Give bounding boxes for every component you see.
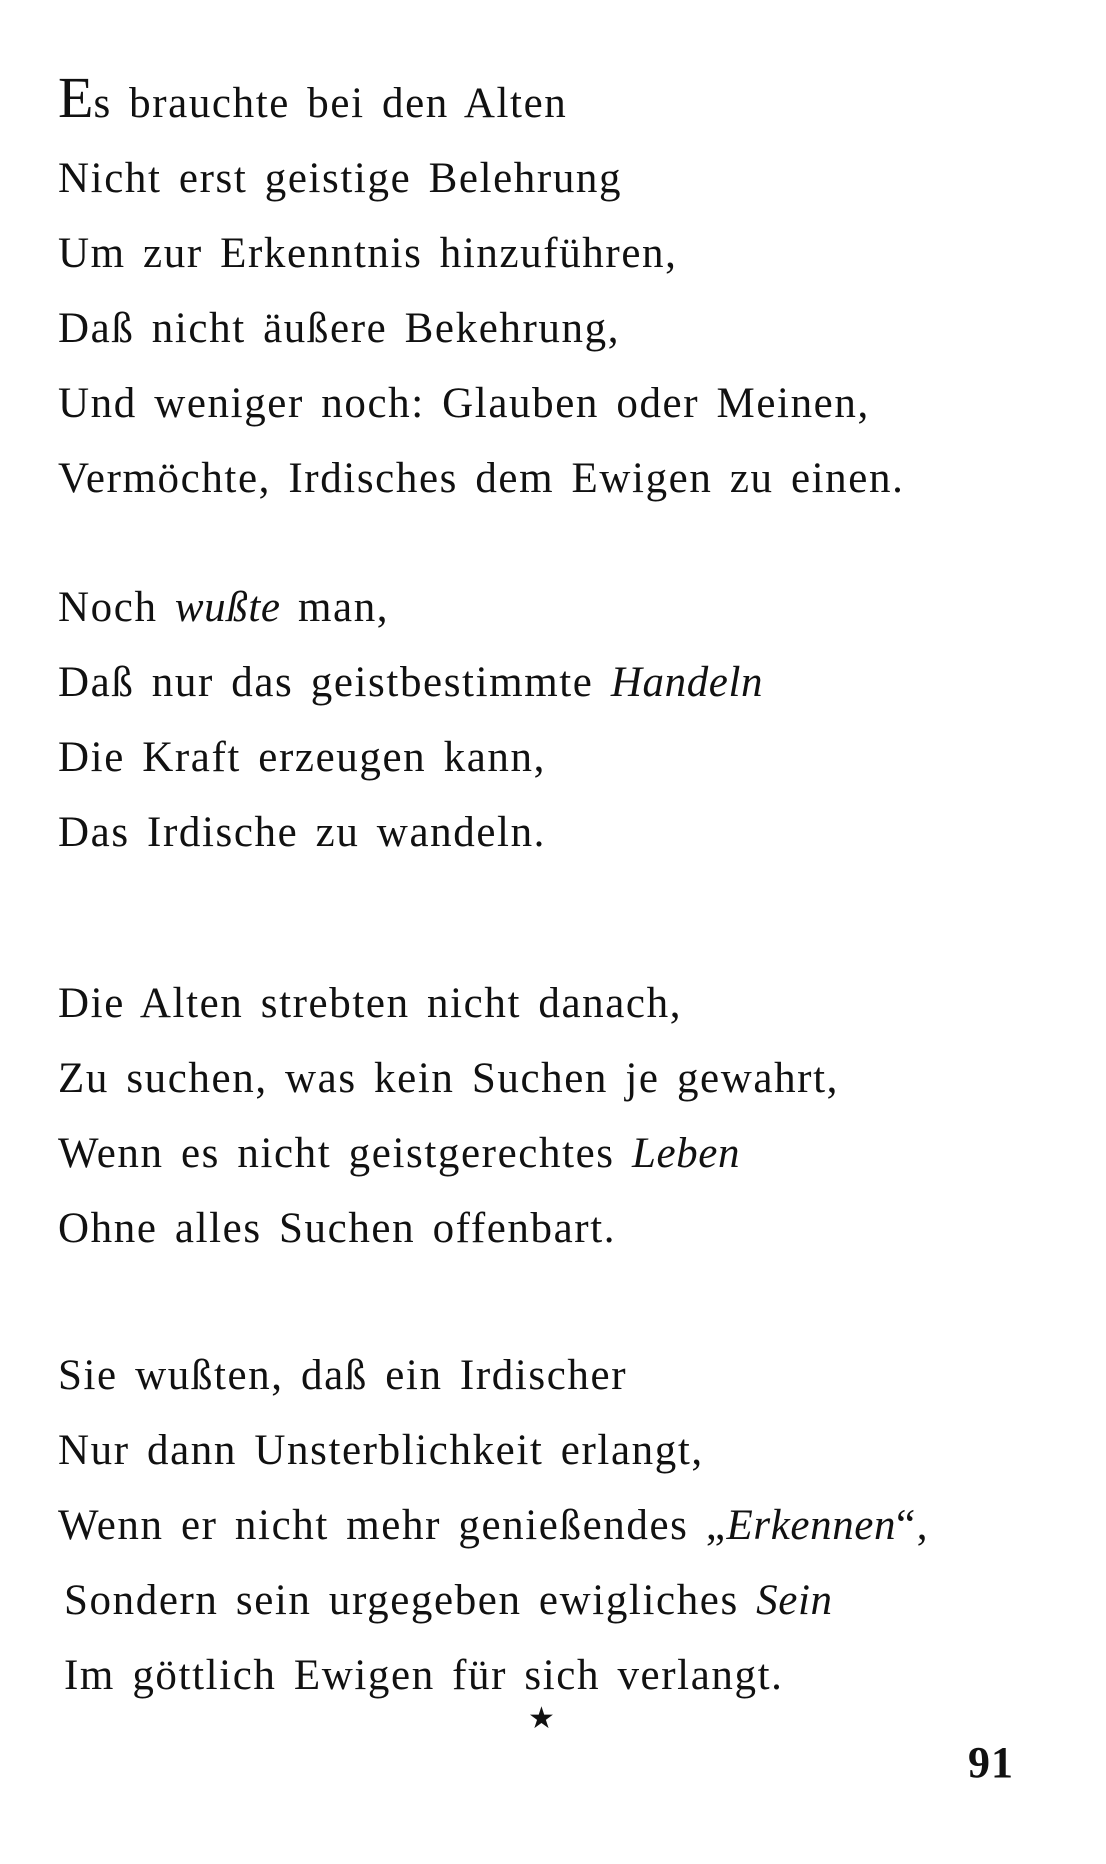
poem-line: Die Alten strebten nicht danach,	[58, 980, 683, 1027]
poem-line	[58, 1488, 929, 1563]
line-text: “,	[896, 1502, 930, 1549]
line-text: Noch	[58, 584, 175, 631]
italic-emphasis: wußte	[174, 584, 281, 631]
poem-line: Zu suchen, was kein Suchen je gewahrt,	[58, 1055, 839, 1102]
line-text: Daß nur das geistbestimmte	[58, 659, 611, 706]
stanza-4	[58, 1338, 929, 1713]
line-text: Sondern sein urgegeben ewigliches	[64, 1577, 757, 1624]
poem-line: Vermöchte, Irdisches dem Ewigen zu einen.	[58, 455, 905, 502]
stanza-3	[58, 966, 839, 1266]
poem-line: Das Irdische zu wandeln.	[58, 809, 547, 856]
poem-line: Daß nicht äußere Bekehrung,	[58, 305, 621, 352]
poem-line: Ohne alles Suchen offenbart.	[58, 1205, 617, 1252]
poem-line: Sie wußten, daß ein Irdischer	[58, 1352, 628, 1399]
italic-emphasis: Handeln	[610, 659, 764, 706]
star-ornament-icon: ★	[528, 1701, 555, 1736]
stanza-1	[58, 60, 904, 516]
page-number: 91	[968, 1738, 1014, 1787]
stanza-2	[58, 570, 763, 870]
poem-line	[58, 645, 763, 720]
poem-line: Nicht erst geistige Belehrung	[58, 155, 623, 202]
italic-emphasis: Erkennen	[726, 1502, 897, 1549]
italic-emphasis: Leben	[631, 1130, 741, 1177]
line-text: Wenn er nicht mehr genießendes „	[58, 1502, 727, 1549]
italic-emphasis: Sein	[756, 1577, 833, 1624]
line-text: s brauchte bei den Alten	[93, 80, 568, 127]
poem-line	[58, 1116, 839, 1191]
poem-line: Um zur Erkenntnis hinzuführen,	[58, 230, 678, 277]
drop-cap: E	[58, 65, 94, 130]
poem-line: Nur dann Unsterblichkeit erlangt,	[58, 1427, 704, 1474]
poem-line	[58, 1563, 929, 1638]
line-text: man,	[280, 584, 390, 631]
poem-line	[58, 570, 763, 645]
poem-line	[58, 60, 904, 141]
poem-line: Die Kraft erzeugen kann,	[58, 734, 546, 781]
poem-line: Im göttlich Ewigen für sich verlangt.	[64, 1652, 784, 1699]
line-text: Wenn es nicht geistgerechtes	[58, 1130, 632, 1177]
poem-line: Und weniger noch: Glauben oder Meinen,	[58, 380, 870, 427]
